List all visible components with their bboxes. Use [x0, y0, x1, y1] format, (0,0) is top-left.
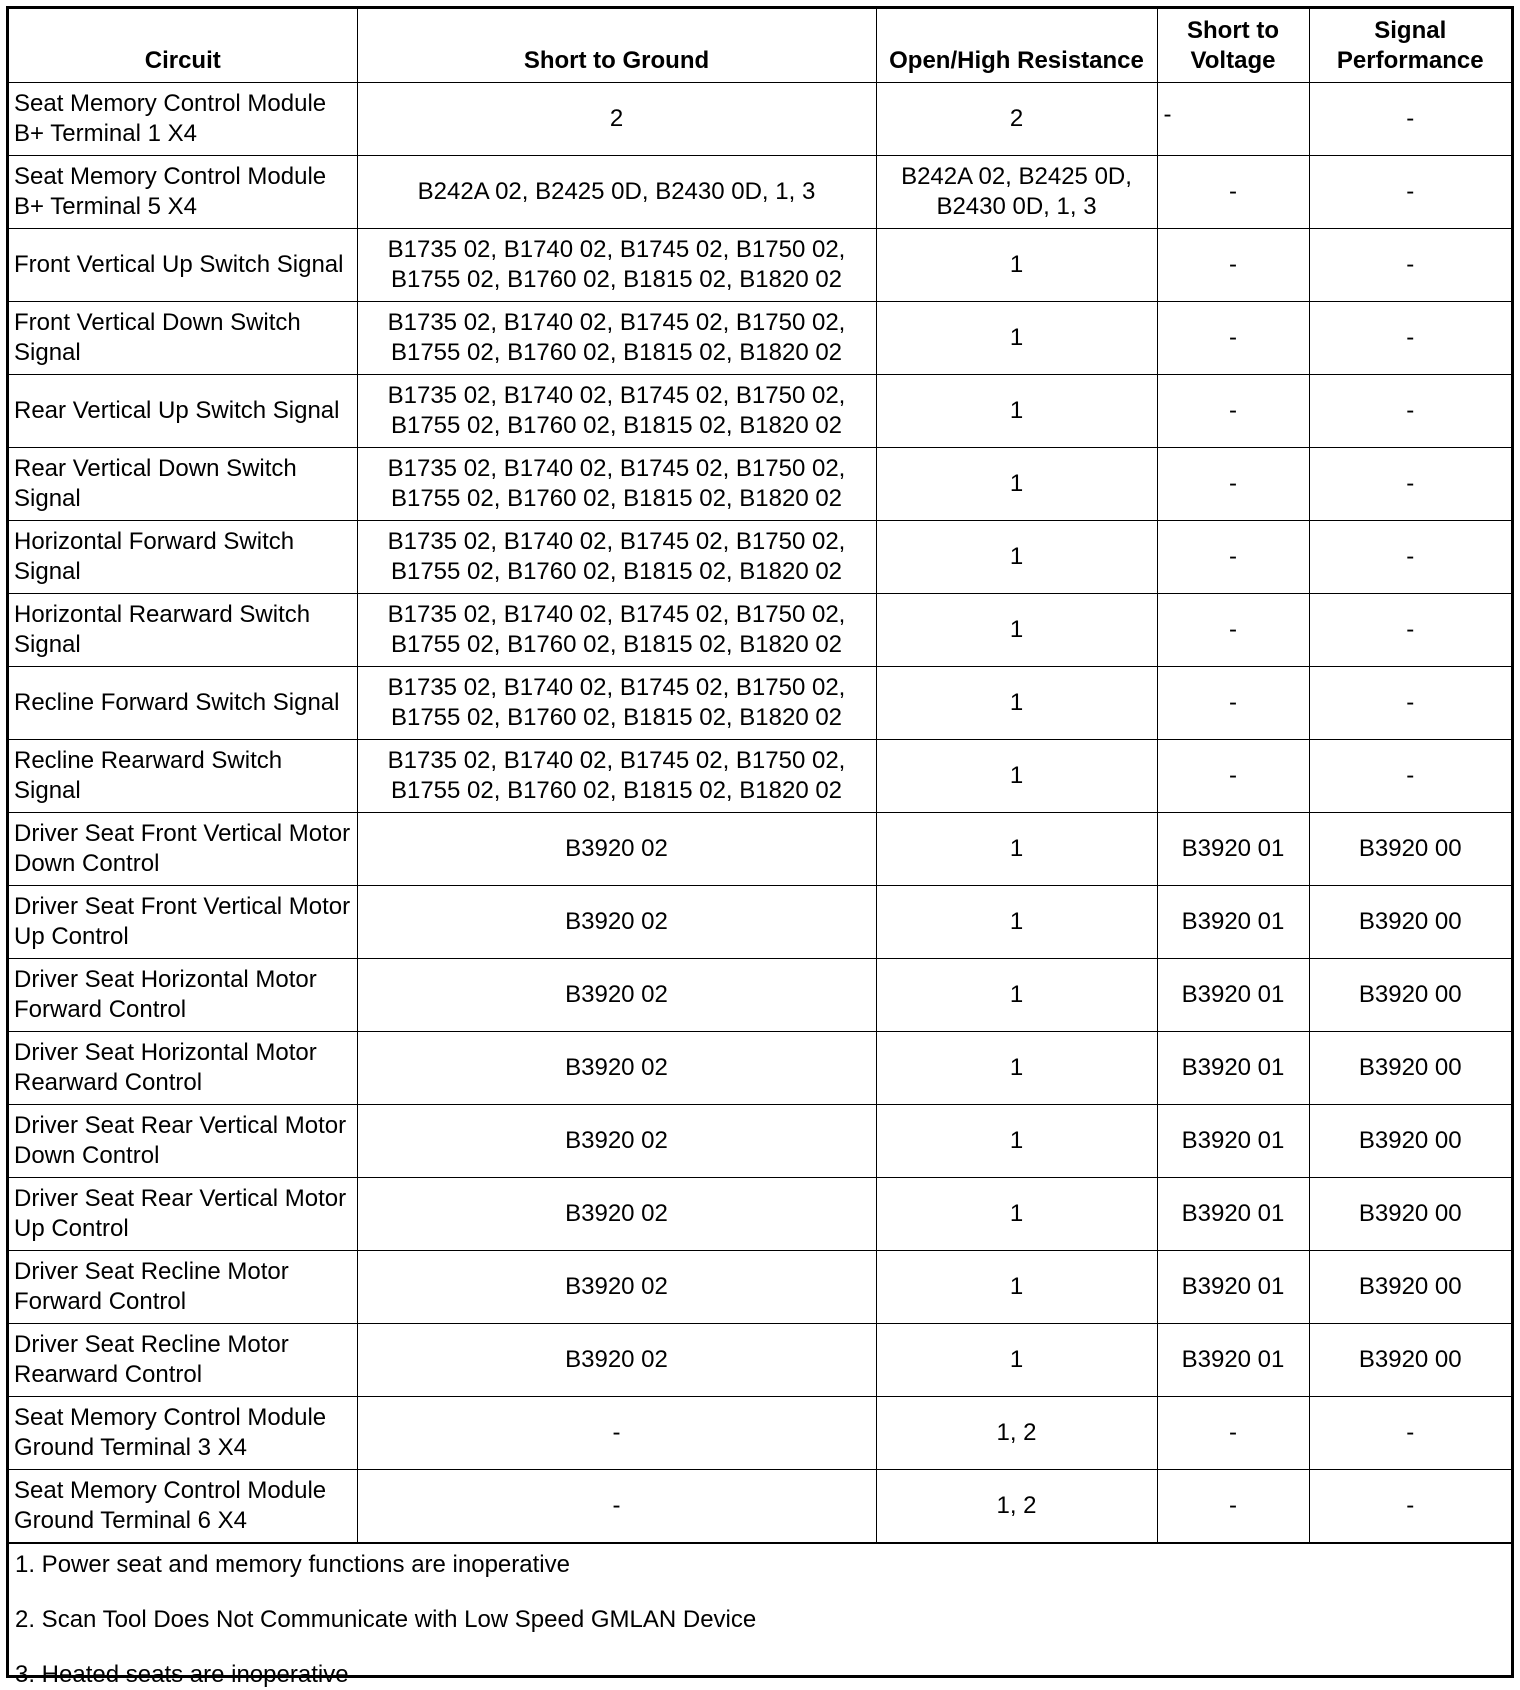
cell-circuit: Rear Vertical Down Switch Signal — [9, 447, 357, 520]
cell-circuit: Driver Seat Front Vertical Motor Up Control — [9, 885, 357, 958]
table-row — [9, 374, 1511, 447]
cell-circuit: Driver Seat Horizontal Motor Rearward Control — [9, 1031, 357, 1104]
table-row — [9, 228, 1511, 301]
cell-signal-performance: - — [1309, 374, 1511, 447]
table-row — [9, 155, 1511, 228]
diagnostic-table-frame — [6, 6, 1514, 1688]
header-short-to-voltage: Short to Voltage — [1157, 9, 1309, 82]
cell-signal-performance: B3920 00 — [1309, 1250, 1511, 1323]
cell-open-high-resistance: 1 — [876, 1104, 1157, 1177]
cell-short-to-voltage: - — [1157, 374, 1309, 447]
cell-circuit: Horizontal Forward Switch Signal — [9, 520, 357, 593]
cell-open-high-resistance: B242A 02, B2425 0D, B2430 0D, 1, 3 — [876, 155, 1157, 228]
cell-short-to-ground: B3920 02 — [357, 958, 876, 1031]
cell-short-to-ground: B1735 02, B1740 02, B1745 02, B1750 02, B1755 02, B1760 02, B1815 02, B1820 02 — [357, 666, 876, 739]
cell-signal-performance: - — [1309, 155, 1511, 228]
table-row — [9, 82, 1511, 155]
cell-short-to-ground: B3920 02 — [357, 812, 876, 885]
cell-signal-performance: - — [1309, 1469, 1511, 1542]
circuit-fault-table — [9, 9, 1511, 1543]
table-row — [9, 1396, 1511, 1469]
table-header-row — [9, 9, 1511, 82]
cell-short-to-ground: B3920 02 — [357, 1177, 876, 1250]
cell-short-to-ground: B1735 02, B1740 02, B1745 02, B1750 02, B1755 02, B1760 02, B1815 02, B1820 02 — [357, 228, 876, 301]
cell-open-high-resistance: 1 — [876, 812, 1157, 885]
cell-open-high-resistance: 1 — [876, 739, 1157, 812]
cell-short-to-ground: B242A 02, B2425 0D, B2430 0D, 1, 3 — [357, 155, 876, 228]
notes-section — [9, 1543, 1511, 1690]
cell-signal-performance: B3920 00 — [1309, 1104, 1511, 1177]
note-3: 3. Heated seats are inoperative — [15, 1660, 349, 1688]
cell-short-to-voltage: - — [1157, 666, 1309, 739]
cell-short-to-voltage: B3920 01 — [1157, 1031, 1309, 1104]
table-row — [9, 447, 1511, 520]
table-row — [9, 1469, 1511, 1542]
cell-signal-performance: - — [1309, 447, 1511, 520]
cell-short-to-voltage: B3920 01 — [1157, 1323, 1309, 1396]
cell-short-to-ground: - — [357, 1396, 876, 1469]
cell-circuit: Recline Rearward Switch Signal — [9, 739, 357, 812]
cell-circuit: Driver Seat Rear Vertical Motor Down Control — [9, 1104, 357, 1177]
cell-short-to-voltage: - — [1157, 228, 1309, 301]
cell-short-to-ground: B1735 02, B1740 02, B1745 02, B1750 02, B1755 02, B1760 02, B1815 02, B1820 02 — [357, 593, 876, 666]
cell-short-to-voltage: - — [1157, 593, 1309, 666]
cell-short-to-voltage: B3920 01 — [1157, 1177, 1309, 1250]
cell-short-to-voltage: - — [1157, 301, 1309, 374]
table-row — [9, 666, 1511, 739]
cell-short-to-ground: B3920 02 — [357, 1250, 876, 1323]
header-signal-performance: Signal Performance — [1309, 9, 1511, 82]
cell-open-high-resistance: 1 — [876, 520, 1157, 593]
cell-short-to-voltage: - — [1157, 447, 1309, 520]
cell-circuit: Driver Seat Recline Motor Rearward Control — [9, 1323, 357, 1396]
cell-open-high-resistance: 2 — [876, 82, 1157, 155]
cell-open-high-resistance: 1 — [876, 958, 1157, 1031]
cell-short-to-voltage: B3920 01 — [1157, 1104, 1309, 1177]
cell-open-high-resistance: 1, 2 — [876, 1469, 1157, 1542]
cell-short-to-ground: B3920 02 — [357, 1323, 876, 1396]
cell-short-to-ground: B1735 02, B1740 02, B1745 02, B1750 02, B1755 02, B1760 02, B1815 02, B1820 02 — [357, 374, 876, 447]
cell-signal-performance: - — [1309, 666, 1511, 739]
cell-circuit: Recline Forward Switch Signal — [9, 666, 357, 739]
table-row — [9, 1323, 1511, 1396]
cell-circuit: Driver Seat Front Vertical Motor Down Control — [9, 812, 357, 885]
cell-circuit: Seat Memory Control Module Ground Terminal 6 X4 — [9, 1469, 357, 1542]
cell-circuit: Horizontal Rearward Switch Signal — [9, 593, 357, 666]
header-open-high-resistance: Open/High Resistance — [876, 9, 1157, 82]
table-row — [9, 739, 1511, 812]
table-body — [9, 82, 1511, 1542]
cell-open-high-resistance: 1 — [876, 1250, 1157, 1323]
cell-open-high-resistance: 1, 2 — [876, 1396, 1157, 1469]
cell-signal-performance: B3920 00 — [1309, 1177, 1511, 1250]
header-circuit: Circuit — [9, 9, 357, 82]
table-row — [9, 812, 1511, 885]
cell-short-to-voltage: - — [1157, 1396, 1309, 1469]
cell-short-to-voltage: - — [1157, 155, 1309, 228]
cell-signal-performance: - — [1309, 739, 1511, 812]
table-row — [9, 1104, 1511, 1177]
cell-open-high-resistance: 1 — [876, 1323, 1157, 1396]
cell-signal-performance: - — [1309, 1396, 1511, 1469]
table-row — [9, 301, 1511, 374]
cell-circuit: Driver Seat Recline Motor Forward Control — [9, 1250, 357, 1323]
cell-signal-performance: - — [1309, 82, 1511, 155]
cell-short-to-ground: B1735 02, B1740 02, B1745 02, B1750 02, B1755 02, B1760 02, B1815 02, B1820 02 — [357, 739, 876, 812]
cell-short-to-ground: B3920 02 — [357, 1031, 876, 1104]
cell-short-to-voltage: B3920 01 — [1157, 1250, 1309, 1323]
table-row — [9, 593, 1511, 666]
cell-circuit: Front Vertical Down Switch Signal — [9, 301, 357, 374]
cell-short-to-voltage: - — [1157, 520, 1309, 593]
cell-open-high-resistance: 1 — [876, 666, 1157, 739]
cell-circuit: Front Vertical Up Switch Signal — [9, 228, 357, 301]
cell-open-high-resistance: 1 — [876, 301, 1157, 374]
cell-circuit: Driver Seat Horizontal Motor Forward Control — [9, 958, 357, 1031]
cell-short-to-voltage: - — [1157, 1469, 1309, 1542]
cell-open-high-resistance: 1 — [876, 1177, 1157, 1250]
cell-short-to-ground: - — [357, 1469, 876, 1542]
cell-signal-performance: - — [1309, 593, 1511, 666]
cell-open-high-resistance: 1 — [876, 885, 1157, 958]
cell-short-to-ground: B3920 02 — [357, 1104, 876, 1177]
cell-signal-performance: B3920 00 — [1309, 1031, 1511, 1104]
cell-short-to-ground: B1735 02, B1740 02, B1745 02, B1750 02, B1755 02, B1760 02, B1815 02, B1820 02 — [357, 301, 876, 374]
table-row — [9, 1031, 1511, 1104]
cell-circuit: Seat Memory Control Module Ground Terminal 3 X4 — [9, 1396, 357, 1469]
cell-open-high-resistance: 1 — [876, 228, 1157, 301]
cell-signal-performance: B3920 00 — [1309, 812, 1511, 885]
cell-signal-performance: - — [1309, 301, 1511, 374]
table-row — [9, 1177, 1511, 1250]
cell-signal-performance: B3920 00 — [1309, 958, 1511, 1031]
cell-open-high-resistance: 1 — [876, 593, 1157, 666]
cell-short-to-ground: B1735 02, B1740 02, B1745 02, B1750 02, B1755 02, B1760 02, B1815 02, B1820 02 — [357, 447, 876, 520]
cell-short-to-ground: B1735 02, B1740 02, B1745 02, B1750 02, B1755 02, B1760 02, B1815 02, B1820 02 — [357, 520, 876, 593]
cell-signal-performance: - — [1309, 520, 1511, 593]
cell-short-to-voltage: B3920 01 — [1157, 812, 1309, 885]
table-row — [9, 520, 1511, 593]
table-row — [9, 958, 1511, 1031]
note-2: 2. Scan Tool Does Not Communicate with Low Speed GMLAN Device — [15, 1605, 757, 1633]
header-short-to-ground: Short to Ground — [357, 9, 876, 82]
cell-circuit: Seat Memory Control Module B+ Terminal 1 X4 — [9, 82, 357, 155]
cell-short-to-voltage: - — [1157, 82, 1309, 155]
cell-short-to-voltage: - — [1157, 739, 1309, 812]
cell-short-to-ground: 2 — [357, 82, 876, 155]
cell-open-high-resistance: 1 — [876, 1031, 1157, 1104]
cell-signal-performance: - — [1309, 228, 1511, 301]
cell-open-high-resistance: 1 — [876, 374, 1157, 447]
note-1: 1. Power seat and memory functions are inoperative — [15, 1550, 570, 1578]
cell-circuit: Seat Memory Control Module B+ Terminal 5 X4 — [9, 155, 357, 228]
cell-short-to-ground: B3920 02 — [357, 885, 876, 958]
cell-signal-performance: B3920 00 — [1309, 885, 1511, 958]
cell-short-to-voltage: B3920 01 — [1157, 958, 1309, 1031]
cell-short-to-voltage: B3920 01 — [1157, 885, 1309, 958]
cell-circuit: Rear Vertical Up Switch Signal — [9, 374, 357, 447]
table-row — [9, 885, 1511, 958]
table-row — [9, 1250, 1511, 1323]
cell-signal-performance: B3920 00 — [1309, 1323, 1511, 1396]
cell-circuit: Driver Seat Rear Vertical Motor Up Control — [9, 1177, 357, 1250]
cell-open-high-resistance: 1 — [876, 447, 1157, 520]
